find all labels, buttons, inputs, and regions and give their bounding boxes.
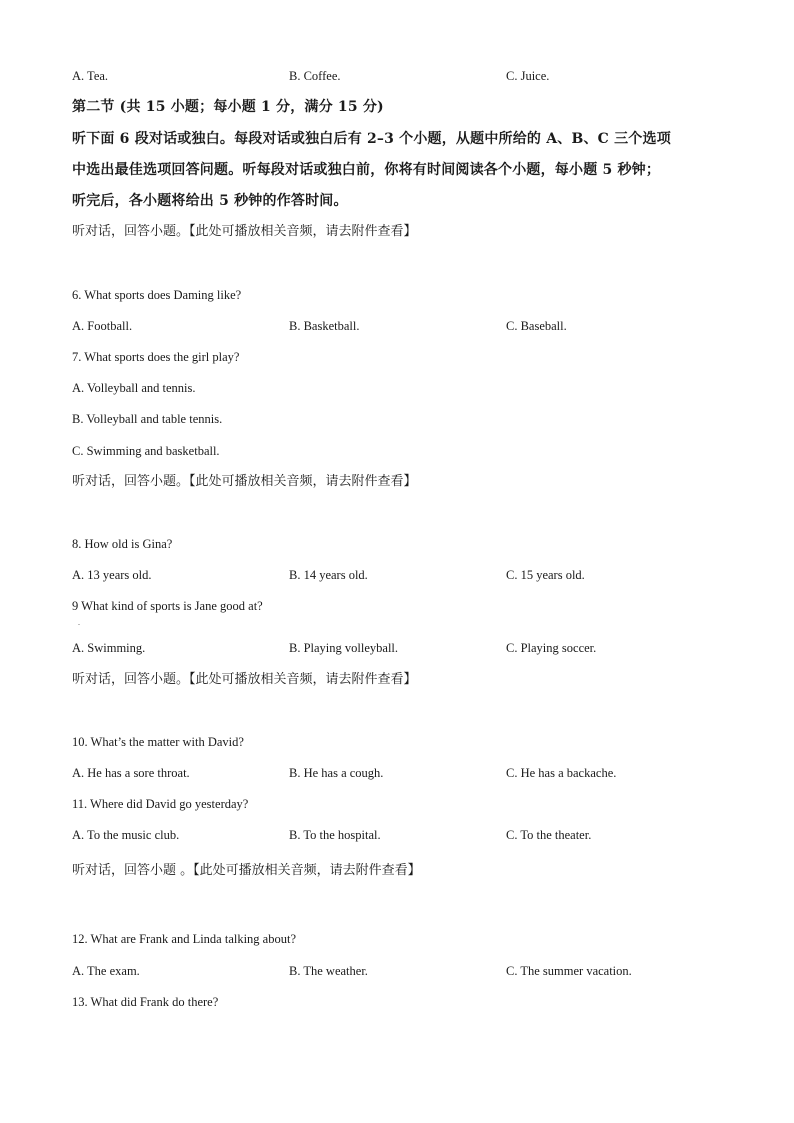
q9-stem: 9 What kind of sports is Jane good at?: [72, 599, 263, 613]
q6-stem: 6. What sports does Daming like?: [72, 288, 242, 302]
q9-option-a: A. Swimming.: [72, 641, 146, 655]
q7-option-a: A. Volleyball and tennis.: [72, 381, 196, 395]
audio-prompt-2: 听对话，回答小题。【此处可播放相关音频，请去附件查看】: [72, 474, 417, 489]
q7-option-c: C. Swimming and basketball.: [72, 444, 220, 458]
q11-option-a: A. To the music club.: [72, 828, 180, 842]
q8-option-b: B. 14 years old.: [289, 568, 368, 582]
q13-stem: 13. What did Frank do there?: [72, 995, 219, 1009]
q8-option-c: C. 15 years old.: [506, 568, 585, 582]
stray-dot: .: [78, 618, 80, 627]
q8-option-a: A. 13 years old.: [72, 568, 152, 582]
q10-stem: 10. What’s the matter with David?: [72, 735, 244, 749]
q8-stem: 8. How old is Gina?: [72, 537, 173, 551]
q9-option-c: C. Playing soccer.: [506, 641, 597, 655]
instruction-line-1: 听下面 6 段对话或独白。每段对话或独白后有 2–3 个小题，从题中所给的 A、B、C 三个选项: [72, 131, 671, 147]
q5-option-a: A. Tea.: [72, 69, 109, 83]
q7-option-b: B. Volleyball and table tennis.: [72, 412, 223, 426]
q11-option-b: B. To the hospital.: [289, 828, 381, 842]
q10-option-b: B. He has a cough.: [289, 766, 384, 780]
q12-option-a: A. The exam.: [72, 964, 140, 978]
q12-option-b: B. The weather.: [289, 964, 368, 978]
audio-prompt-4: 听对话，回答小题 。【此处可播放相关音频，请去附件查看】: [72, 863, 421, 878]
q7-stem: 7. What sports does the girl play?: [72, 350, 240, 364]
q10-option-a: A. He has a sore throat.: [72, 766, 190, 780]
q9-option-b: B. Playing volleyball.: [289, 641, 399, 655]
q12-option-c: C. The summer vacation.: [506, 964, 632, 978]
q5-option-b: B. Coffee.: [289, 69, 341, 83]
audio-prompt-3: 听对话，回答小题。【此处可播放相关音频，请去附件查看】: [72, 672, 417, 687]
q11-option-c: C. To the theater.: [506, 828, 592, 842]
section-title: 第二节 (共 15 小题；每小题 1 分，满分 15 分): [72, 99, 384, 115]
instruction-line-2: 中选出最佳选项回答问题。听每段对话或独白前，你将有时间阅读各个小题，每小题 5 秒钟；: [72, 162, 661, 178]
q10-option-c: C. He has a backache.: [506, 766, 617, 780]
instruction-line-3: 听完后，各小题将给出 5 秒钟的作答时间。: [72, 193, 348, 209]
q11-stem: 11. Where did David go yesterday?: [72, 797, 249, 811]
audio-prompt-1: 听对话，回答小题。【此处可播放相关音频，请去附件查看】: [72, 224, 417, 239]
q6-option-c: C. Baseball.: [506, 319, 567, 333]
q6-option-b: B. Basketball.: [289, 319, 360, 333]
q6-option-a: A. Football.: [72, 319, 133, 333]
q5-option-c: C. Juice.: [506, 69, 550, 83]
q12-stem: 12. What are Frank and Linda talking about?: [72, 932, 297, 946]
